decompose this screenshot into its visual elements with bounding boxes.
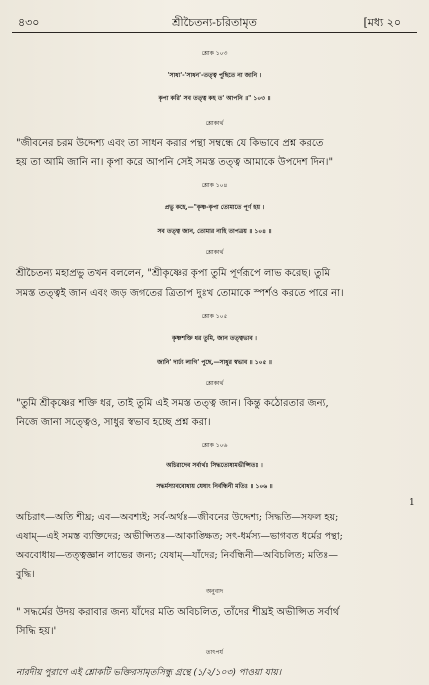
verse-106-translation-label: অনুবাদ: [205, 588, 223, 595]
verse-104-line-1: প্রভু কহে,—"কৃষ্ণ-কৃপা তোমাতে পূর্ণ হয় ।: [164, 204, 265, 211]
verse-103-label: শ্লোক ১০৩: [201, 50, 228, 57]
verse-106-label: শ্লোক ১০৬: [201, 442, 228, 449]
verse-106-line-2: সদ্ধর্মস্যাববোধায় যেষাং নির্বন্ধিনী মতিঃ ॥ ১০৬ ॥: [156, 483, 273, 490]
synonyms-line-2: এষাম্—এই সমস্ত ব্যক্তিদের; অভীপ্সিতঃ—আকাঙ্ক্ষিত; সৎ-ধর্মস্য—ভাগবত ধর্মের পন্থা;: [16, 531, 343, 542]
synonyms-line-1: অচিরাৎ—অতি শীঘ্র; এব—অবশ্যই; সর্ব-অর্থঃ—জীবনের উদ্দেশ্য; সিদ্ধতি—সফল হয়;: [16, 512, 339, 523]
verse-103-line-1: 'সাধ্য'-'সাধন'-তত্ত্ব পুছিতে না জানি ।: [167, 72, 262, 79]
verse-105-line-2: জানি' দার্ঢ্য লাগি' পুছে,—সাধুর স্বভাব ॥ ১০৫ ॥: [157, 359, 272, 366]
page-number: ৪৩০: [18, 16, 40, 29]
verse-105-line-1: কৃষ্ণশক্তি ধর তুমি, জান তত্ত্বভাব ।: [172, 335, 257, 342]
purport-text: নারদীয় পুরাণে এই শ্লোকটি ভক্তিরসামৃতসিন্ধু গ্রন্থে (১/২/১০৩) পাওয়া যায়।: [16, 668, 282, 678]
verse-103-translation-line-2: হয় তা আমি জানি না। কৃপা করে আপনি সেই সমস্ত তত্ত্ব আমাকে উপদেশ দিন।": [16, 157, 334, 168]
verse-105-translation-line-1: "তুমি শ্রীকৃষ্ণের শক্তি ধর, তাই তুমি এই সমস্ত তত্ত্ব জান। কিন্তু কঠোরতার জন্য,: [16, 398, 329, 409]
verse-104-translation-line-2: সমস্ত তত্ত্বই জান এবং জড় জগতের ত্রিতাপ দুঃখ তোমাকে স্পর্শও করতে পারে না।: [16, 288, 344, 299]
section-marker: [মধ্য ২০: [363, 16, 401, 29]
margin-mark: 1: [409, 498, 415, 508]
verse-103-translation-label: শ্লোকার্থ: [205, 120, 224, 127]
verse-103-translation-line-1: "জীবনের চরম উদ্দেশ্য এবং তা সাধন করার পন্থা সম্বন্ধে যে কিভাবে প্রশ্ন করতে: [16, 138, 324, 149]
synonyms-line-3: অববোধায়—তত্ত্বজ্ঞান লাভের জন্য; যেষাম্—যাঁদের; নির্বন্ধিনী—অবিচলিত; মতিঃ—: [16, 550, 338, 561]
verse-104-line-2: সব তত্ত্ব জান, তোমার নাহি তাপত্রয় ॥ ১০৪ ॥: [157, 228, 272, 235]
synonyms-line-4: বুদ্ধি।: [16, 569, 35, 580]
verse-104-label: শ্লোক ১০৪: [201, 182, 228, 189]
verse-105-translation-label: শ্লোকার্থ: [205, 380, 224, 387]
verse-106-line-1: অচিরাদেব সর্বার্থঃ সিদ্ধত্যেষামভীপ্সিতঃ ।: [166, 462, 263, 469]
verse-104-translation-line-1: শ্রীচৈতন্য মহাপ্রভু তখন বললেন, "শ্রীকৃষ্ণের কৃপা তুমি পূর্ণরূপে লাভ করেছ। তুমি: [16, 268, 331, 279]
verse-105-label: শ্লোক ১০৫: [201, 313, 228, 320]
verse-104-translation-label: শ্লোকার্থ: [205, 249, 224, 256]
verse-105-translation-line-2: নিজে জানা সত্ত্বেও, সাধুর স্বভাব হচ্ছে প্রশ্ন করা।: [16, 417, 211, 428]
verse-103-line-2: কৃপা করি' সব তত্ত্ব কহ ত' আপনি ॥" ১০৩ ॥: [158, 95, 271, 102]
verse-106-translation-line-2: সিদ্ধি হয়।': [16, 626, 57, 637]
header-rule: [12, 32, 417, 33]
purport-label: তাৎপর্য: [206, 649, 223, 656]
verse-106-translation-line-1: " সদ্ধর্মের উদয় করাবার জন্য যাঁদের মতি অবিচলিত, তাঁদের শীঘ্রই অভীপ্সিত সর্বার্থ: [16, 607, 340, 618]
page-header: [14, 14, 415, 32]
running-title: শ্রীচৈতন্য-চরিতামৃত: [172, 16, 257, 29]
